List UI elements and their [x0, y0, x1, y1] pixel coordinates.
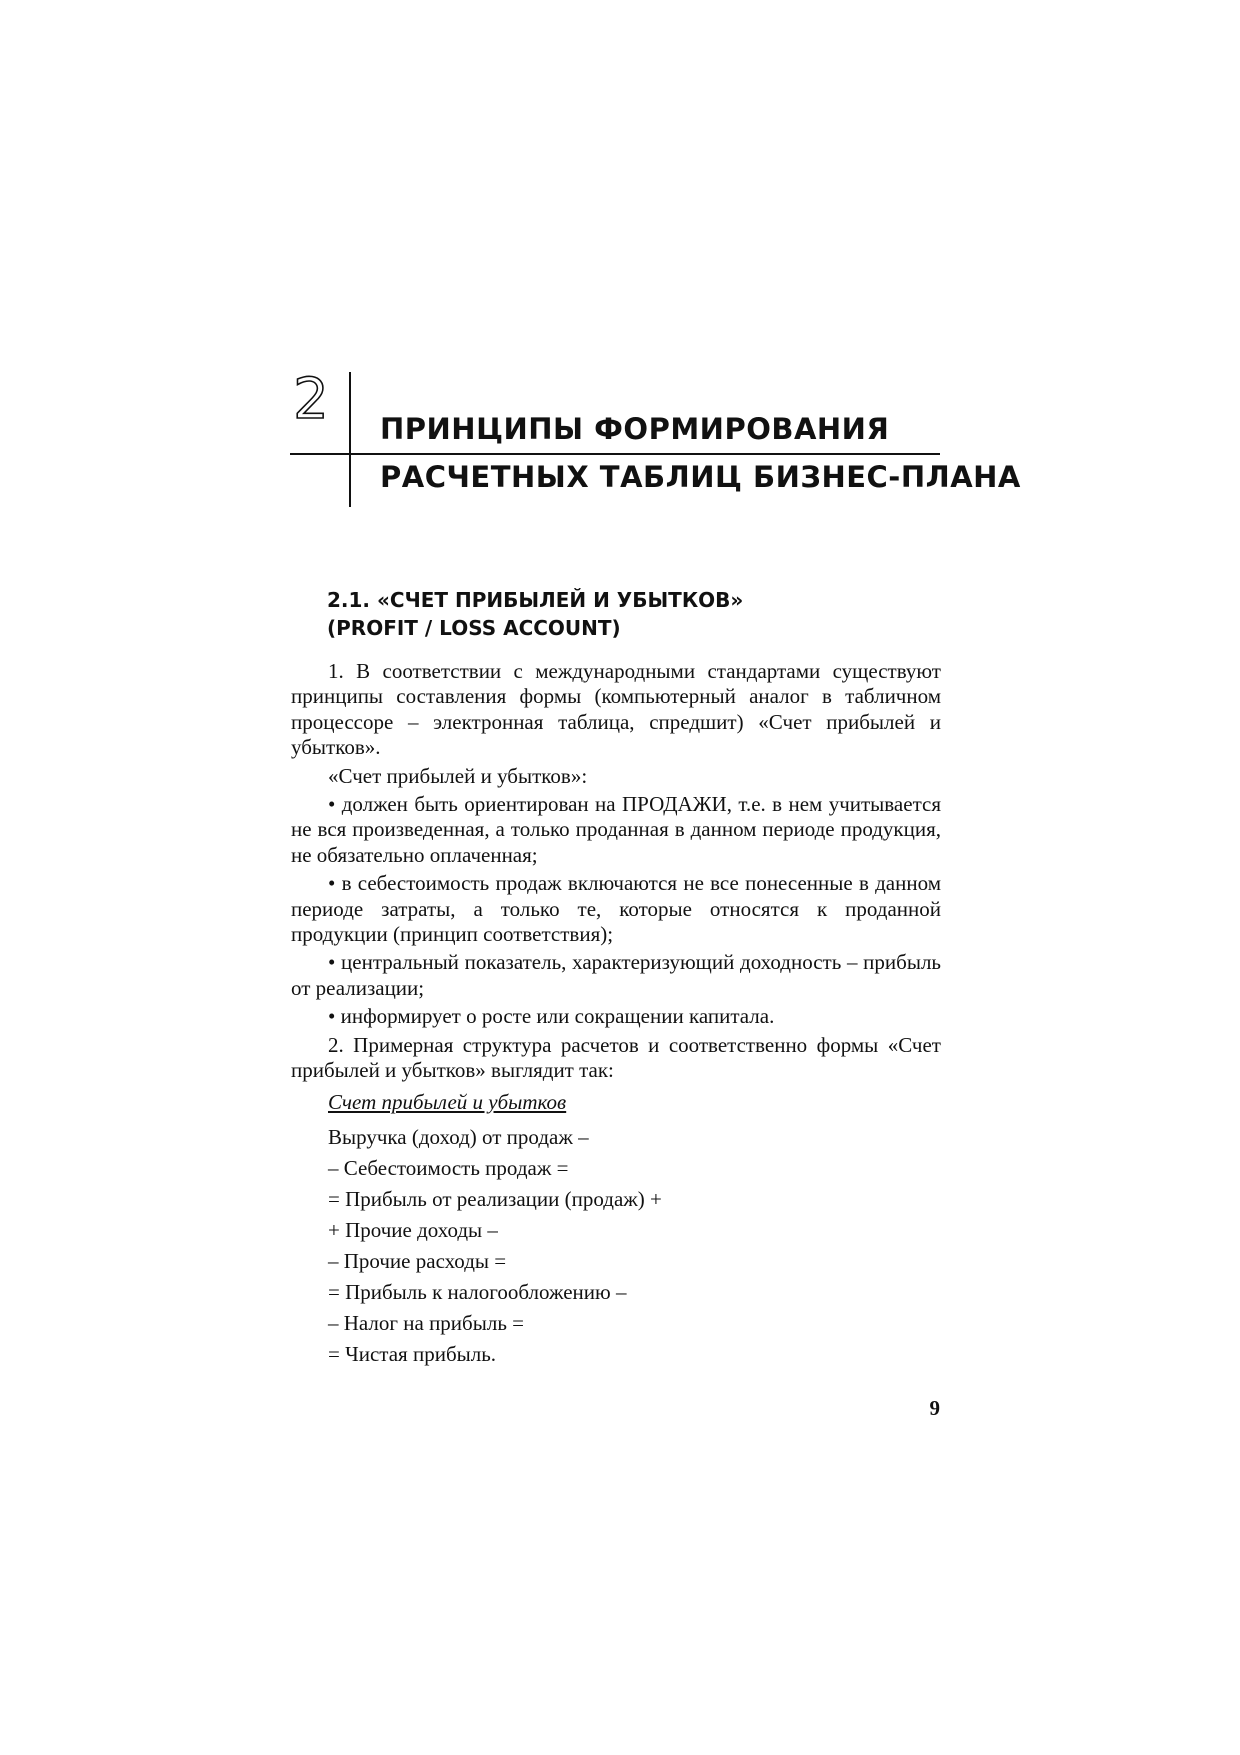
structure-caption: Счет прибылей и убытков [328, 1089, 567, 1114]
section-title-line-2: (PROFIT / LOSS ACCOUNT) [327, 616, 621, 640]
chapter-title-line-2: РАСЧЕТНЫХ ТАБЛИЦ БИЗНЕС-ПЛАНА [380, 460, 1021, 494]
chapter-number-outline [290, 372, 332, 424]
bullet-item-4: • информирует о росте или сокращении капитала. [328, 1004, 775, 1029]
structure-line: – Прочие расходы = [328, 1248, 507, 1273]
structure-line: + Прочие доходы – [328, 1217, 498, 1242]
chapter-title [380, 405, 1021, 501]
structure-line: Выручка (доход) от продаж – [328, 1124, 589, 1149]
structure-line: – Себестоимость продаж = [328, 1155, 569, 1180]
page-number: 9 [929, 1396, 940, 1420]
structure-line: = Прибыль от реализации (продаж) + [328, 1186, 662, 1211]
profit-loss-structure [291, 1089, 941, 1370]
bullet-item-2: • в себестоимость продаж включаются не все понесенные в данном периоде затраты, а только те, которые относятся к проданной продукции (принцип соответствия); [291, 871, 941, 947]
bullet-item-1: • должен быть ориентирован на ПРОДАЖИ, т.е. в нем учитывается не вся произведенная, а только проданная в данном периоде продукция, не обязательно оплаченная; [291, 792, 941, 867]
chapter-number: 2 [293, 372, 329, 424]
body-text [291, 659, 941, 1370]
section-title [327, 586, 743, 642]
bullet-item-3: • центральный показатель, характеризующий доходность – прибыль от реализации; [291, 950, 941, 1000]
structure-line: = Прибыль к налогообложению – [328, 1279, 627, 1304]
paragraph-2: «Счет прибылей и убытков»: [328, 763, 588, 788]
chapter-title-line-1: ПРИНЦИПЫ ФОРМИРОВАНИЯ [380, 412, 890, 446]
structure-line: = Чистая прибыль. [328, 1341, 497, 1366]
paragraph-1: 1. В соответствии с международными стандартами существуют принципы составления формы (компьютерный аналог в табличном процессоре – электронная таблица, спредшит) «Счет прибылей и убытков». [291, 659, 941, 760]
chapter-vertical-rule [349, 372, 351, 507]
section-title-line-1: 2.1. «СЧЕТ ПРИБЫЛЕЙ И УБЫТКОВ» [327, 588, 744, 612]
structure-line: – Налог на прибыль = [328, 1310, 524, 1335]
paragraph-3: 2. Примерная структура расчетов и соответственно формы «Счет прибылей и убытков» выглядит так: [291, 1032, 941, 1083]
